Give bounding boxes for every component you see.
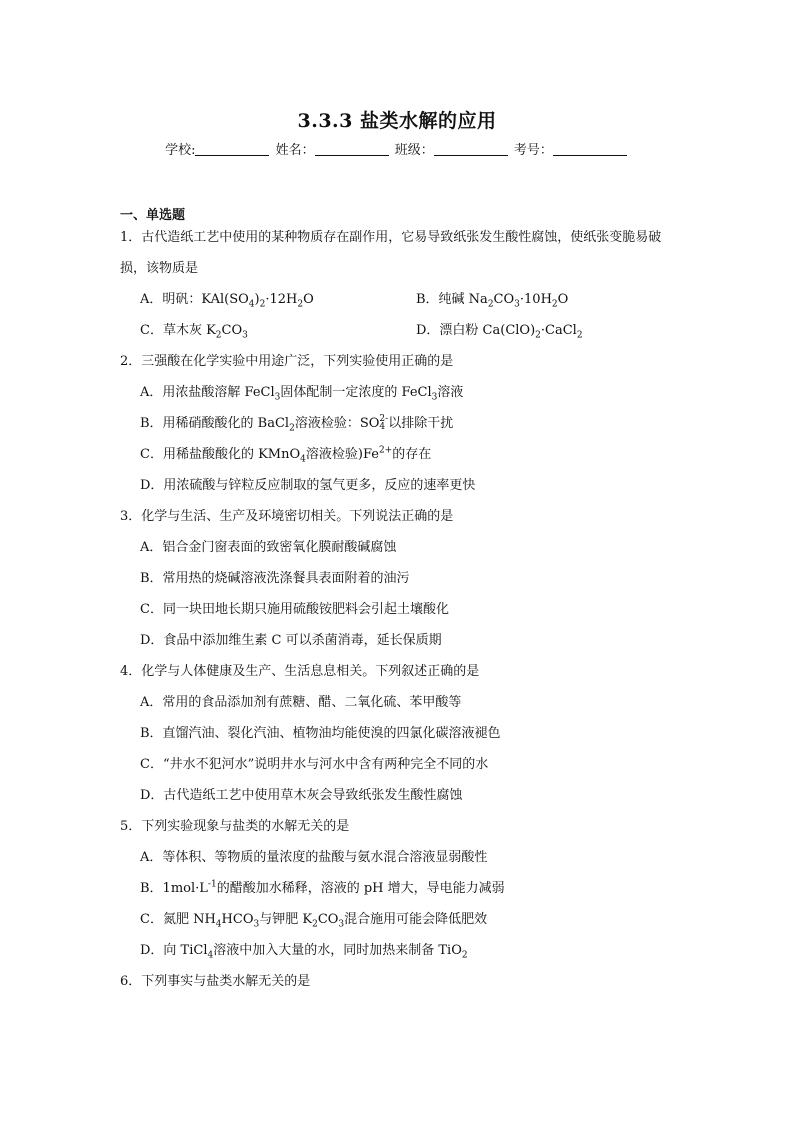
- question-4: [120, 656, 680, 811]
- question-3: [120, 501, 680, 656]
- question-2-option-c[interactable]: C．用稀盐酸酸化的 KMnO$_4$溶液检验)$Fe^{2+}$的存在: [140, 445, 432, 465]
- question-3-option-b[interactable]: B．常用热的烧碱溶液洗涤餐具表面附着的油污: [140, 571, 410, 586]
- question-2-option-d[interactable]: D．用浓硫酸与锌粒反应制取的氢气更多，反应的速率更快: [140, 478, 476, 493]
- question-2-option-a[interactable]: A．用浓盐酸溶解 FeCl$_3$固体配制一定浓度的 FeCl$_3$溶液: [140, 385, 464, 403]
- question-2-option-b[interactable]: B．用稀硝酸酸化的 BaCl$_2$溶液检验：SO 2- 4 以排除干扰: [140, 414, 454, 434]
- question-1-stem: 1．古代造纸工艺中使用的某种物质存在副作用，它易导致纸张发生酸性腐蚀，使纸张变脆易破损，该物质是: [120, 230, 662, 276]
- question-1-option-b[interactable]: B．纯碱 $Na_2CO_3\cdot 10H_2O$: [416, 292, 569, 310]
- question-1-option-c[interactable]: C．草木灰 $K_2CO_3$: [140, 323, 248, 341]
- school-label: 学校:: [165, 143, 196, 158]
- question-1-option-a[interactable]: A．明矾：$KAl(SO_4)_2\cdot 12H_2O$: [140, 292, 314, 310]
- question-4-option-d[interactable]: D．古代造纸工艺中使用草木灰会导致纸张发生酸性腐蚀: [140, 788, 463, 803]
- question-5: [120, 811, 680, 966]
- question-6: [120, 966, 680, 997]
- question-4-option-a[interactable]: A．常用的食品添加剂有蔗糖、醋、二氧化硫、苯甲酸等: [140, 695, 462, 710]
- question-3-option-a[interactable]: A．铝合金门窗表面的致密氧化膜耐酸碱腐蚀: [140, 540, 397, 555]
- question-2: [120, 346, 680, 501]
- question-list: [120, 222, 680, 997]
- school-blank[interactable]: [195, 142, 269, 156]
- question-5-option-d[interactable]: D．向 TiCl$_4$溶液中加入大量的水，同时加热来制备 TiO$_2$: [140, 943, 468, 961]
- class-blank[interactable]: [434, 142, 508, 156]
- question-3-option-c[interactable]: C．同一块田地长期只施用硫酸铵肥料会引起土壤酸化: [140, 602, 449, 617]
- question-5-option-a[interactable]: A．等体积、等物质的量浓度的盐酸与氨水混合溶液显弱酸性: [140, 850, 488, 865]
- question-2-stem: 2．三强酸在化学实验中用途广泛，下列实验使用正确的是: [120, 354, 454, 369]
- student-info-line: [0, 139, 794, 158]
- question-5-option-c[interactable]: C．氮肥 $NH_4HCO_3$与钾肥 $K_2CO_3$混合施用可能会降低肥效: [140, 912, 488, 930]
- class-label: 班级：: [394, 143, 434, 158]
- page-title: 3.3.3 盐类水解的应用: [297, 110, 497, 132]
- question-1-option-d[interactable]: D．漂白粉 $Ca(ClO)_2\cdot CaCl_2$: [416, 323, 583, 341]
- name-blank[interactable]: [315, 142, 389, 156]
- question-1: [120, 222, 680, 346]
- number-blank[interactable]: [553, 142, 627, 156]
- question-3-option-d[interactable]: D．食品中添加维生素 C 可以杀菌消毒，延长保质期: [140, 633, 442, 648]
- question-4-option-c[interactable]: C．“井水不犯河水”说明井水与河水中含有两种完全不同的水: [140, 757, 489, 772]
- section-heading: 一、单选题: [120, 208, 186, 223]
- question-6-stem: 6．下列事实与盐类水解无关的是: [120, 974, 311, 989]
- name-label: 姓名：: [275, 143, 315, 158]
- question-4-option-b[interactable]: B．直馏汽油、裂化汽油、植物油均能使溴的四氯化碳溶液褪色: [140, 726, 501, 741]
- question-3-stem: 3．化学与生活、生产及环境密切相关。下列说法正确的是: [120, 509, 454, 524]
- number-label: 考号：: [513, 143, 553, 158]
- question-5-stem: 5．下列实验现象与盐类的水解无关的是: [120, 819, 350, 834]
- question-4-stem: 4．化学与人体健康及生产、生活息息相关。下列叙述正确的是: [120, 664, 480, 679]
- question-5-option-b[interactable]: B．$1mol\cdot L^{-1}$的醋酸加水稀释，溶液的 pH 增大，导电能力减弱: [140, 879, 505, 896]
